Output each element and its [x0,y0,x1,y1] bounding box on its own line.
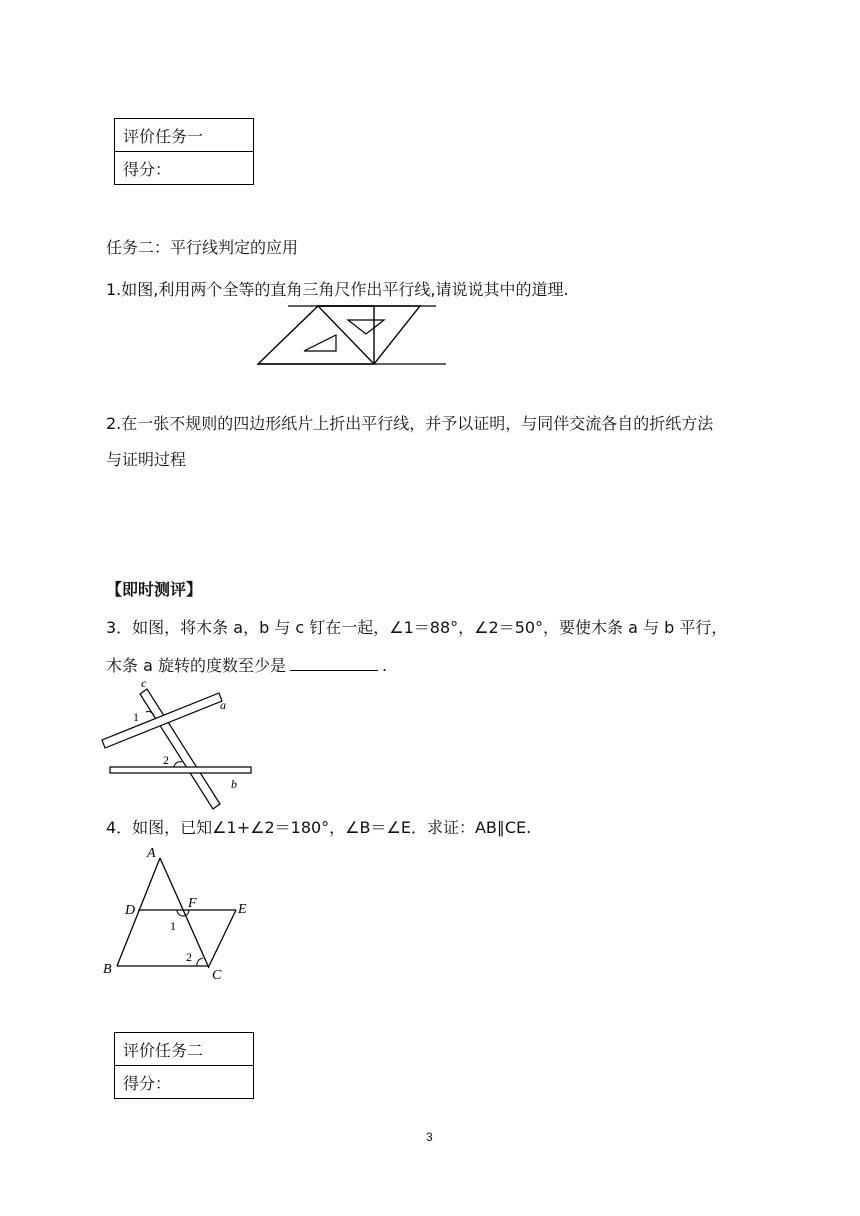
label-angle-1: 1 [133,710,139,724]
label-B: B [103,962,112,977]
answer-blank[interactable] [290,654,378,671]
question-3-line-2 [106,654,387,676]
question-3-end: . [381,656,388,675]
label-F: F [188,896,197,911]
segment-AC [160,858,209,968]
label-A: A [147,846,156,861]
angle-2-arc [197,958,203,966]
set-square-left [258,306,374,364]
score-label: 得分： [115,1066,254,1099]
strip-b [110,767,251,773]
angle-2-arc [174,762,182,767]
quiz-heading: 【即时测评】 [106,580,203,599]
segment-EC [209,910,236,966]
label-angle-2: 2 [163,753,169,767]
set-squares-figure [256,304,448,368]
label-c: c [141,676,147,690]
question-2-line-1: 2.在一张不规则的四边形纸片上折出平行线，并予以证明，与同伴交流各自的折纸方法 [106,414,714,433]
question-1: 1.如图,利用两个全等的直角三角尺作出平行线,请说说其中的道理. [106,280,569,299]
task2-heading: 任务二：平行线判定的应用 [106,238,299,257]
score-label: 得分： [115,152,254,185]
label-E: E [238,902,247,917]
strip-a [102,693,222,748]
segment-AB [117,858,160,966]
label-C: C [212,968,222,982]
set-square-left-hole [304,335,336,351]
label-a: a [220,698,226,712]
label-b: b [231,777,237,791]
set-square-right [318,306,420,364]
question-3-text: 木条 a 旋转的度数至少是 [106,656,286,675]
question-2-line-2: 与证明过程 [106,450,187,469]
question-4: 4．如图，已知∠1+∠2＝180°，∠B＝∠E．求证：AB∥CE. [106,818,532,837]
set-square-right-hole [348,320,384,334]
evaluation-box-2 [114,1032,254,1099]
evaluation-box-1 [114,118,254,185]
geometry-figure [100,842,260,982]
question-3-line-1: 3．如图，将木条 a，b 与 c 钉在一起，∠1＝88°，∠2＝50°，要使木条 a 与 b 平行， [106,618,728,637]
wooden-strips-figure [100,676,258,810]
label-angle-1: 1 [170,919,176,933]
evaluation-title: 评价任务一 [115,119,254,152]
page-number: 3 [426,1130,433,1144]
evaluation-title: 评价任务二 [115,1033,254,1066]
label-D: D [125,903,136,918]
label-angle-2: 2 [186,950,192,964]
